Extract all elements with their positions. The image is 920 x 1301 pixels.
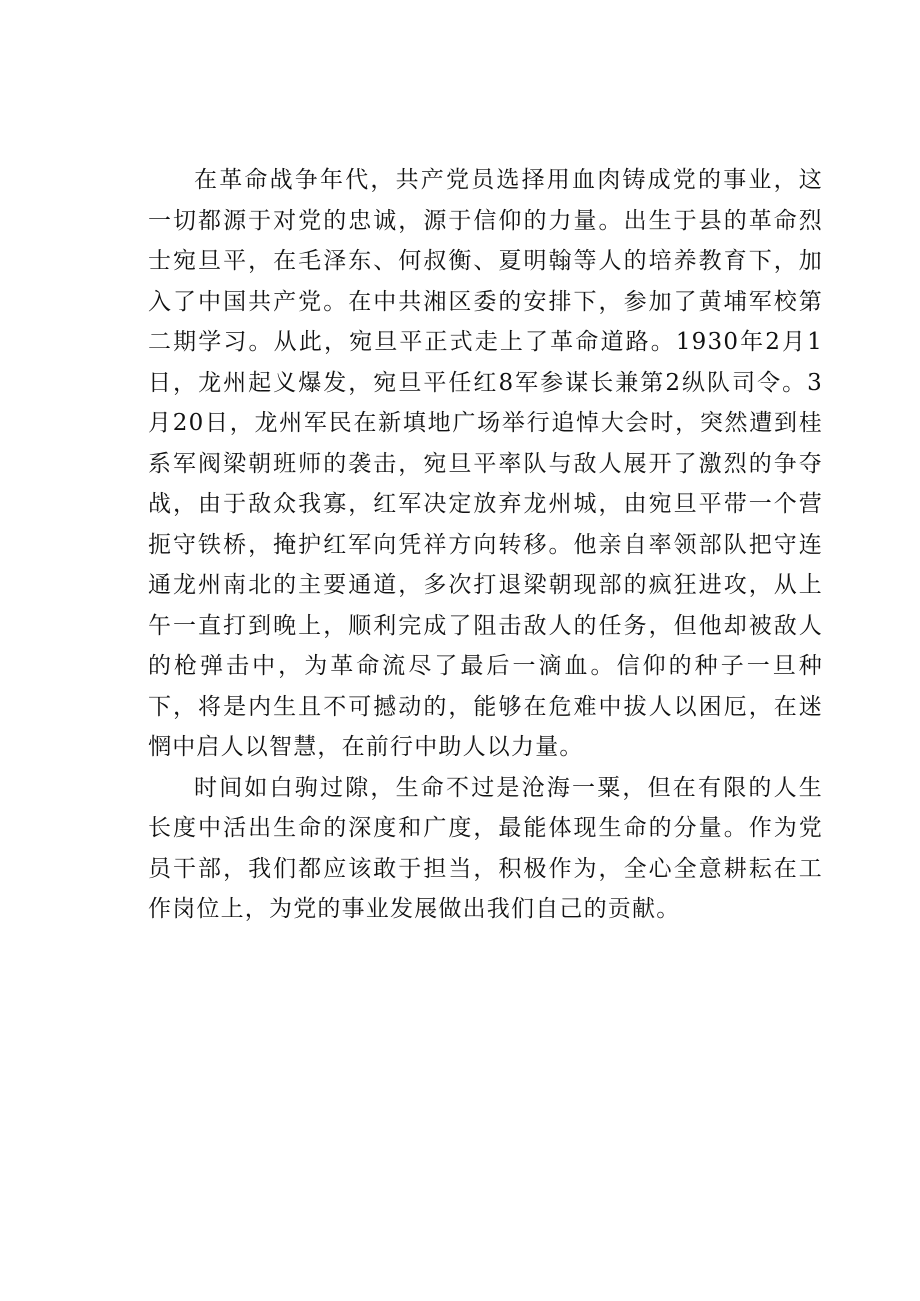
paragraph-1: 在革命战争年代，共产党员选择用血肉铸成党的事业，这一切都源于对党的忠诚，源于信仰的力量。出生于县的革命烈士宛旦平，在毛泽东、何叔衡、夏明翰等人的培养教育下，加入了中国共产党。在中共湘区委的安排下，参加了黄埔军校第二期学习。从此，宛旦平正式走上了革命道路。1930年2月1日，龙州起义爆发，宛旦平任红8军参谋长兼第2纵队司令。3月20日，龙州军民在新填地广场举行追悼大会时，突然遭到桂系军阀梁朝班师的袭击，宛旦平率队与敌人展开了激烈的争夺战，由于敌众我寡，红军决定放弃龙州城，由宛旦平带一个营扼守铁桥，掩护红军向凭祥方向转移。他亲自率领部队把守连通龙州南北的主要通道，多次打退梁朝现部的疯狂进攻，从上午一直打到晚上，顺利完成了阻击敌人的任务，但他却被敌人的枪弹击中，为革命流尽了最后一滴血。信仰的种子一旦种下，将是内生且不可撼动的，能够在危难中拔人以困厄，在迷惘中启人以智慧，在前行中助人以力量。 [148, 167, 823, 760]
body-text [148, 160, 823, 930]
paragraph-2: 时间如白驹过隙，生命不过是沧海一粟，但在有限的人生长度中活出生命的深度和广度，最能体现生命的分量。作为党员干部，我们都应该敢于担当，积极作为，全心全意耕耘在工作岗位上，为党的事业发展做出我们自己的贡献。 [148, 774, 823, 922]
